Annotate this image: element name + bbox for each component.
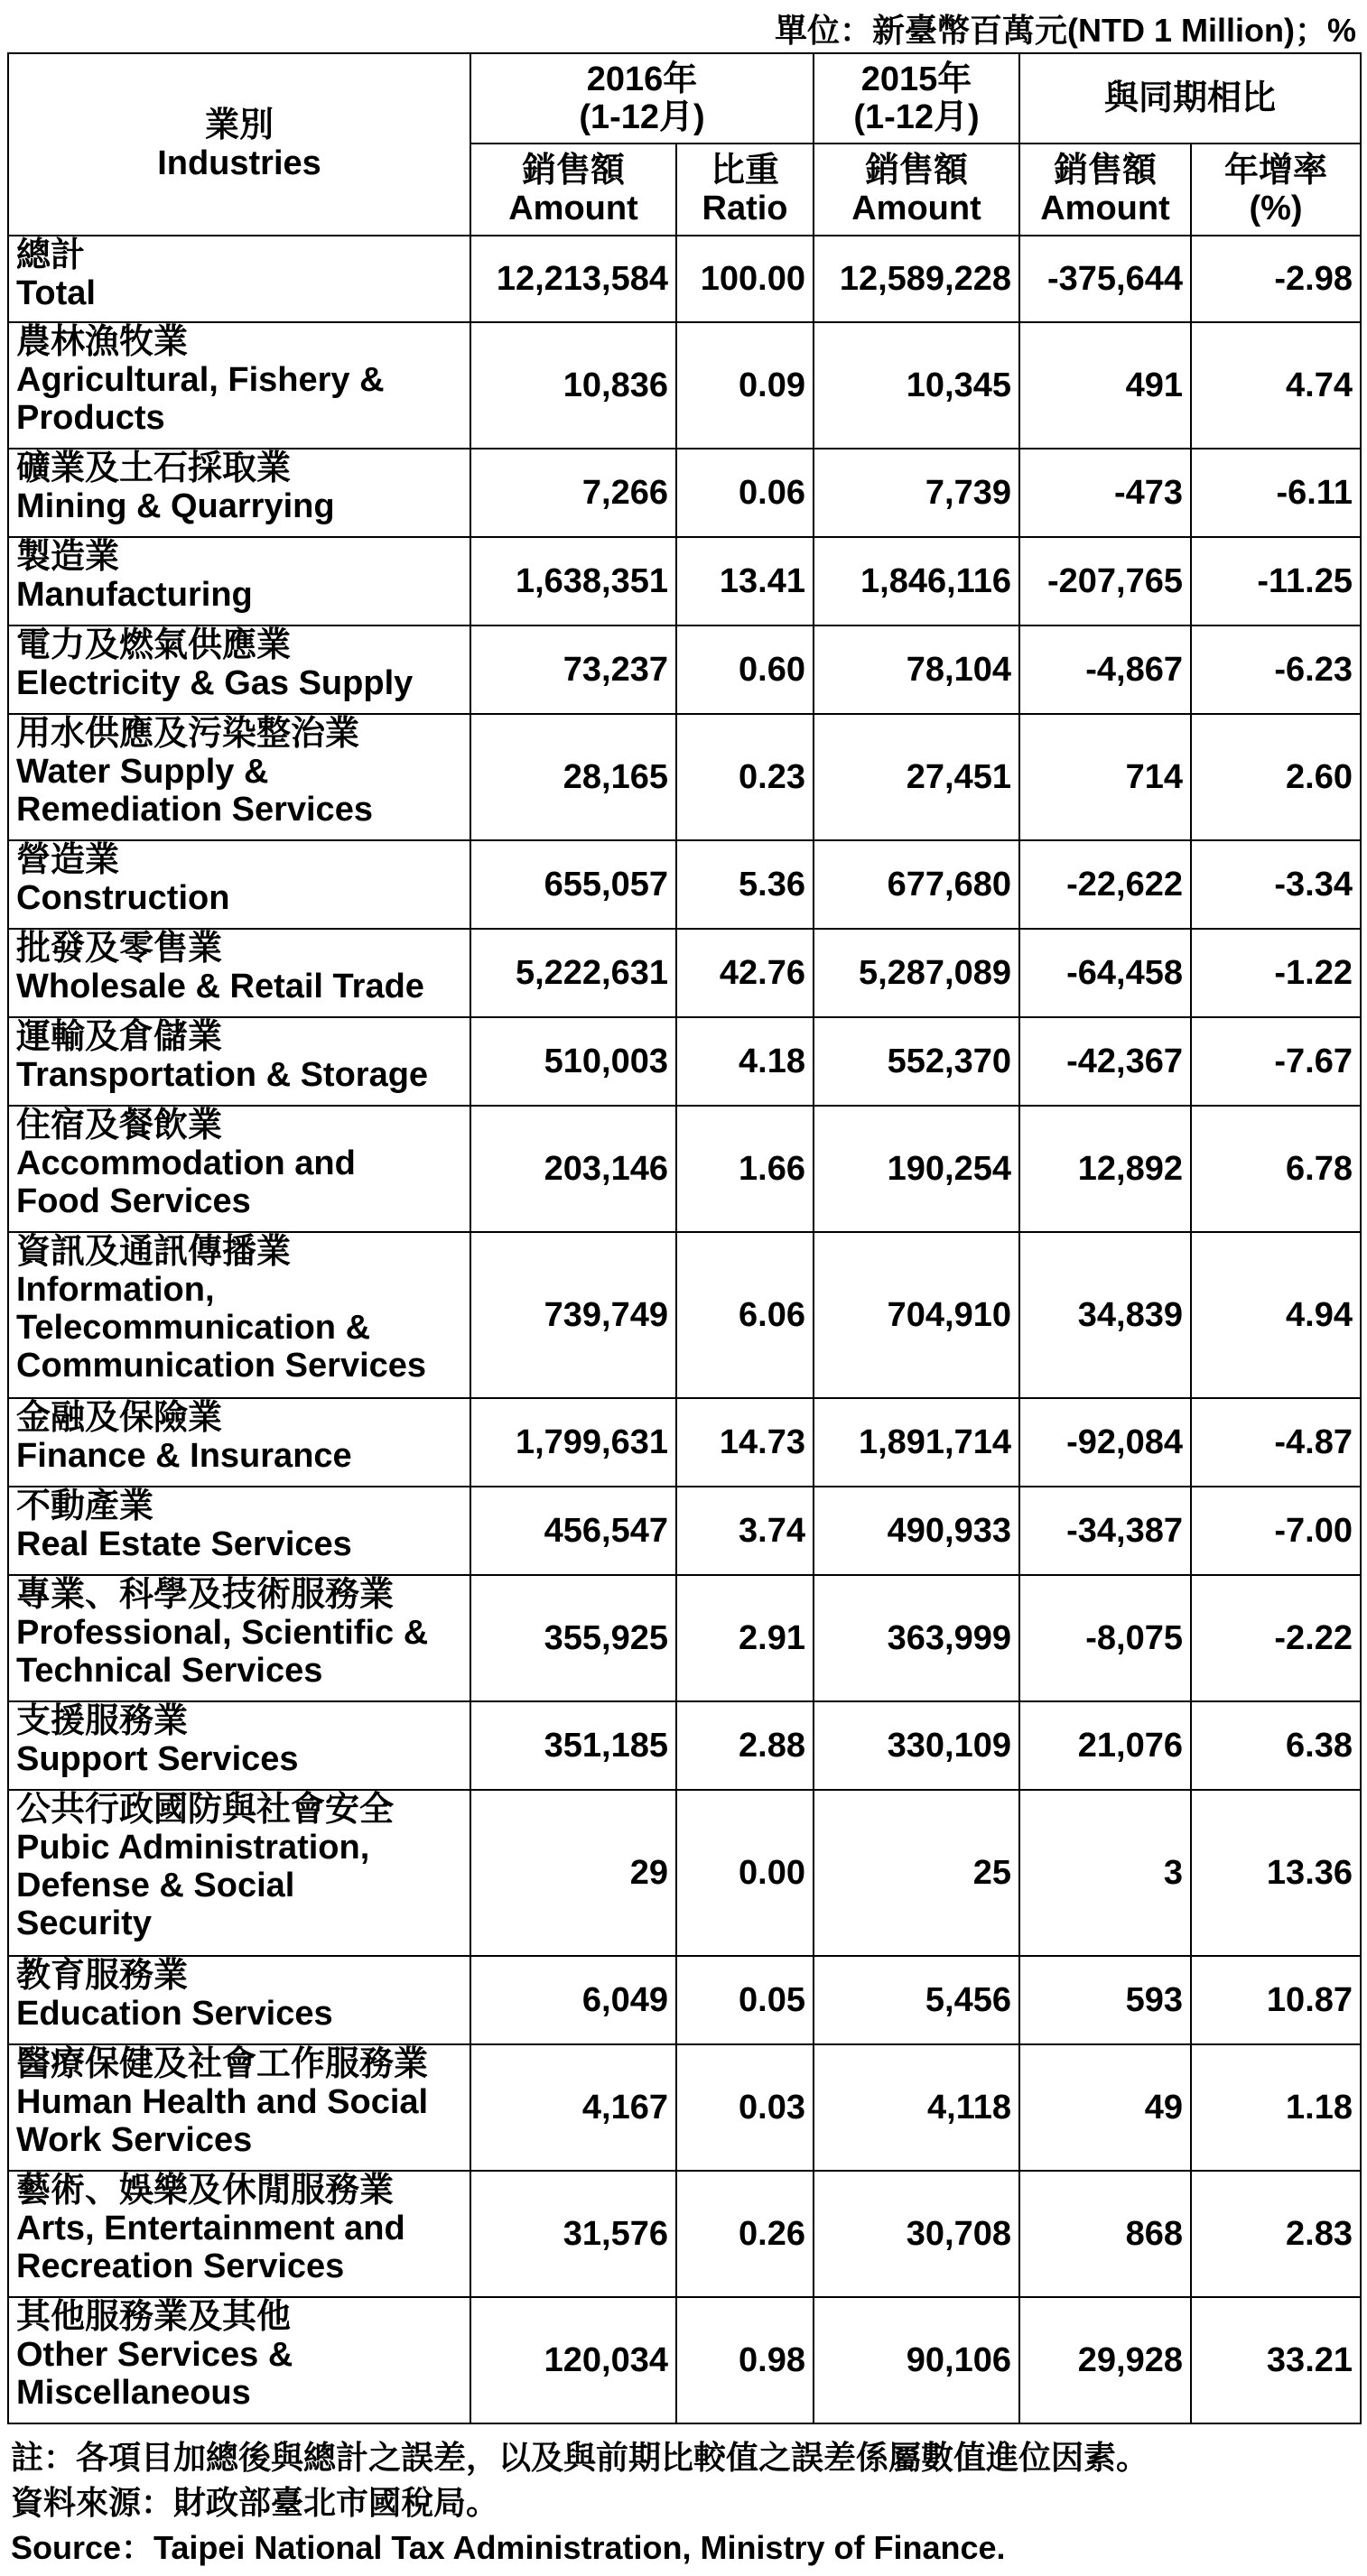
industry-en: Remediation Services	[16, 791, 373, 829]
ratio-cell: 0.05	[676, 1956, 814, 2044]
amount-2015-header: 銷售額 Amount	[814, 144, 1019, 236]
amount-diff-header: 銷售額 Amount	[1019, 144, 1191, 236]
amount-2015-cell: 12,589,228	[814, 236, 1019, 322]
amount-diff-cell: 714	[1019, 714, 1191, 840]
growth-cell: -2.22	[1191, 1575, 1361, 1701]
compare-header: 與同期相比	[1019, 53, 1361, 144]
amount-2016-cell: 6,049	[470, 1956, 676, 2044]
amount-2015-cell: 30,708	[814, 2171, 1019, 2297]
growth-cell: 2.83	[1191, 2171, 1361, 2297]
industry-zh: 農林漁牧業	[16, 323, 189, 361]
amount-2016-cell: 12,213,584	[470, 236, 676, 322]
industry-header: 業別 Industries	[8, 53, 470, 236]
amount-2015-cell: 704,910	[814, 1232, 1019, 1398]
industry-cell	[8, 1017, 470, 1106]
amount-2016-cell: 510,003	[470, 1017, 676, 1106]
amount-diff-cell: -42,367	[1019, 1017, 1191, 1106]
ratio-cell: 0.60	[676, 625, 814, 714]
ratio-cell: 1.66	[676, 1106, 814, 1232]
amount-diff-cell: 29,928	[1019, 2297, 1191, 2423]
growth-cell: 13.36	[1191, 1790, 1361, 1956]
growth-cell: 4.94	[1191, 1232, 1361, 1398]
industry-zh: 支援服務業	[16, 1702, 189, 1740]
amount-diff-cell: 34,839	[1019, 1232, 1191, 1398]
industry-zh: 用水供應及污染整治業	[16, 715, 360, 753]
ratio-cell: 100.00	[676, 236, 814, 322]
amount-diff-cell: -4,867	[1019, 625, 1191, 714]
industry-en: Electricity & Gas Supply	[16, 664, 414, 702]
industry-en: Mining & Quarrying	[16, 487, 335, 525]
industry-zh: 藝術、娛樂及休閒服務業	[16, 2172, 395, 2210]
amount-2016-cell: 28,165	[470, 714, 676, 840]
industry-zh: 公共行政國防與社會安全	[16, 1791, 395, 1829]
amount-diff-cell: -207,765	[1019, 537, 1191, 625]
amount-diff-cell: -64,458	[1019, 929, 1191, 1017]
amount-2015-cell: 5,287,089	[814, 929, 1019, 1017]
amount-2016-cell: 351,185	[470, 1701, 676, 1790]
industry-zh: 專業、科學及技術服務業	[16, 1576, 395, 1614]
ratio-cell: 42.76	[676, 929, 814, 1017]
industry-en: Products	[16, 399, 165, 437]
industry-cell	[8, 449, 470, 537]
ratio-cell: 0.23	[676, 714, 814, 840]
industry-en: Professional, Scientific &	[16, 1614, 429, 1652]
table-row	[8, 2297, 1361, 2423]
growth-cell: 4.74	[1191, 322, 1361, 449]
industry-zh: 金融及保險業	[16, 1399, 223, 1437]
industry-cell	[8, 537, 470, 625]
table-row	[8, 840, 1361, 929]
ratio-cell: 0.06	[676, 449, 814, 537]
amount-2015-cell: 363,999	[814, 1575, 1019, 1701]
amount-diff-cell: 12,892	[1019, 1106, 1191, 1232]
growth-cell: -6.11	[1191, 449, 1361, 537]
amount-diff-cell: -473	[1019, 449, 1191, 537]
amount-2016-cell: 73,237	[470, 625, 676, 714]
industry-zh: 醫療保健及社會工作服務業	[16, 2045, 429, 2083]
industry-zh: 電力及燃氣供應業	[16, 626, 292, 664]
amount-2016-cell: 7,266	[470, 449, 676, 537]
industry-en: Security	[16, 1904, 152, 1942]
industry-cell	[8, 1790, 470, 1956]
ratio-cell: 3.74	[676, 1487, 814, 1575]
industry-zh: 製造業	[16, 538, 120, 576]
amount-diff-cell: 868	[1019, 2171, 1191, 2297]
amount-2016-cell: 739,749	[470, 1232, 676, 1398]
table-row	[8, 714, 1361, 840]
footnotes	[11, 2435, 1148, 2571]
industry-en: Recreation Services	[16, 2247, 345, 2285]
industry-en: Accommodation and	[16, 1144, 356, 1182]
industry-en: Support Services	[16, 1740, 299, 1778]
amount-2015-cell: 490,933	[814, 1487, 1019, 1575]
industry-cell	[8, 1232, 470, 1398]
industry-en: Food Services	[16, 1182, 251, 1220]
table-header	[8, 53, 1361, 236]
industry-en: Technical Services	[16, 1652, 323, 1690]
industry-en: Total	[16, 274, 96, 312]
amount-diff-cell: 49	[1019, 2044, 1191, 2171]
industry-en: Human Health and Social	[16, 2083, 429, 2121]
industry-cell	[8, 1398, 470, 1487]
industry-cell	[8, 1487, 470, 1575]
industry-cell	[8, 2297, 470, 2423]
year-2015-header: 2015年 (1-12月)	[814, 53, 1019, 144]
industry-cell	[8, 322, 470, 449]
growth-cell: 33.21	[1191, 2297, 1361, 2423]
table-row	[8, 1790, 1361, 1956]
ratio-cell: 13.41	[676, 537, 814, 625]
industry-zh: 批發及零售業	[16, 930, 223, 968]
ratio-cell: 2.91	[676, 1575, 814, 1701]
table-row	[8, 1701, 1361, 1790]
amount-2015-cell: 330,109	[814, 1701, 1019, 1790]
industry-zh: 其他服務業及其他	[16, 2298, 292, 2336]
industry-en: Telecommunication &	[16, 1309, 371, 1347]
amount-diff-cell: -8,075	[1019, 1575, 1191, 1701]
amount-2016-cell: 203,146	[470, 1106, 676, 1232]
industry-en: Finance & Insurance	[16, 1437, 352, 1475]
amount-2016-cell: 4,167	[470, 2044, 676, 2171]
industry-cell	[8, 1106, 470, 1232]
growth-cell: -1.22	[1191, 929, 1361, 1017]
industry-en: Defense & Social	[16, 1867, 295, 1904]
amount-2016-cell: 355,925	[470, 1575, 676, 1701]
industry-zh: 運輸及倉儲業	[16, 1018, 223, 1056]
amount-diff-cell: 3	[1019, 1790, 1191, 1956]
amount-2016-cell: 5,222,631	[470, 929, 676, 1017]
industry-en: Wholesale & Retail Trade	[16, 968, 424, 1005]
industry-en: Education Services	[16, 1995, 333, 2033]
amount-diff-cell: -34,387	[1019, 1487, 1191, 1575]
industry-cell	[8, 1956, 470, 2044]
ratio-cell: 0.00	[676, 1790, 814, 1956]
table-row	[8, 929, 1361, 1017]
amount-diff-cell: -22,622	[1019, 840, 1191, 929]
table-row	[8, 1575, 1361, 1701]
industry-en: Transportation & Storage	[16, 1056, 429, 1094]
amount-2015-cell: 1,846,116	[814, 537, 1019, 625]
ratio-cell: 0.26	[676, 2171, 814, 2297]
amount-2016-header: 銷售額 Amount	[470, 144, 676, 236]
amount-2016-cell: 1,799,631	[470, 1398, 676, 1487]
growth-cell: -6.23	[1191, 625, 1361, 714]
amount-2015-cell: 10,345	[814, 322, 1019, 449]
table-row	[8, 1398, 1361, 1487]
industry-cell	[8, 1701, 470, 1790]
growth-cell: 6.78	[1191, 1106, 1361, 1232]
amount-2015-cell: 27,451	[814, 714, 1019, 840]
amount-diff-cell: 21,076	[1019, 1701, 1191, 1790]
ratio-cell: 4.18	[676, 1017, 814, 1106]
amount-2016-cell: 655,057	[470, 840, 676, 929]
industry-cell	[8, 840, 470, 929]
sales-table	[7, 52, 1362, 2424]
ratio-cell: 2.88	[676, 1701, 814, 1790]
amount-2015-cell: 677,680	[814, 840, 1019, 929]
table-row	[8, 236, 1361, 322]
table-row	[8, 1232, 1361, 1398]
growth-cell: -11.25	[1191, 537, 1361, 625]
industry-en: Arts, Entertainment and	[16, 2210, 405, 2247]
ratio-cell: 0.03	[676, 2044, 814, 2171]
table-row	[8, 537, 1361, 625]
amount-2015-cell: 4,118	[814, 2044, 1019, 2171]
growth-cell: -7.67	[1191, 1017, 1361, 1106]
growth-cell: 2.60	[1191, 714, 1361, 840]
industry-en: Construction	[16, 879, 230, 917]
amount-2015-cell: 78,104	[814, 625, 1019, 714]
amount-2015-cell: 90,106	[814, 2297, 1019, 2423]
industry-en: Information,	[16, 1271, 215, 1309]
industry-en: Work Services	[16, 2121, 253, 2159]
industry-zh: 住宿及餐飲業	[16, 1107, 223, 1144]
table-row	[8, 1017, 1361, 1106]
table-row	[8, 625, 1361, 714]
amount-2016-cell: 31,576	[470, 2171, 676, 2297]
industry-en: Water Supply &	[16, 753, 269, 791]
amount-2016-cell: 456,547	[470, 1487, 676, 1575]
amount-2016-cell: 29	[470, 1790, 676, 1956]
amount-2015-cell: 1,891,714	[814, 1398, 1019, 1487]
ratio-cell: 6.06	[676, 1232, 814, 1398]
growth-cell: -2.98	[1191, 236, 1361, 322]
amount-2015-cell: 190,254	[814, 1106, 1019, 1232]
ratio-cell: 0.09	[676, 322, 814, 449]
amount-diff-cell: -92,084	[1019, 1398, 1191, 1487]
industry-cell	[8, 236, 470, 322]
industry-zh: 教育服務業	[16, 1957, 189, 1995]
industry-cell	[8, 2044, 470, 2171]
source-en: Source：Taipei National Tax Administration, Ministry of Finance.	[11, 2529, 1006, 2566]
industry-en: Other Services &	[16, 2336, 293, 2374]
table-row	[8, 1956, 1361, 2044]
industry-cell	[8, 1575, 470, 1701]
amount-diff-cell: -375,644	[1019, 236, 1191, 322]
amount-2016-cell: 120,034	[470, 2297, 676, 2423]
ratio-cell: 14.73	[676, 1398, 814, 1487]
amount-2016-cell: 10,836	[470, 322, 676, 449]
ratio-cell: 5.36	[676, 840, 814, 929]
industry-en: Communication Services	[16, 1347, 427, 1385]
growth-cell: 10.87	[1191, 1956, 1361, 2044]
industry-zh: 資訊及通訊傳播業	[16, 1233, 292, 1271]
industry-zh: 營造業	[16, 841, 120, 879]
table-row	[8, 322, 1361, 449]
amount-2015-cell: 5,456	[814, 1956, 1019, 2044]
year-2016-header: 2016年 (1-12月)	[470, 53, 814, 144]
unit-label: 單位：新臺幣百萬元(NTD 1 Million)；%	[775, 12, 1356, 49]
industry-cell	[8, 2171, 470, 2297]
industry-zh: 礦業及土石採取業	[16, 449, 292, 487]
table-row	[8, 1487, 1361, 1575]
industry-en: Pubic Administration,	[16, 1829, 370, 1867]
industry-en: Agricultural, Fishery &	[16, 361, 385, 399]
growth-header: 年增率 (%)	[1191, 144, 1361, 236]
amount-2015-cell: 25	[814, 1790, 1019, 1956]
table-row	[8, 449, 1361, 537]
growth-cell: 6.38	[1191, 1701, 1361, 1790]
industry-cell	[8, 625, 470, 714]
amount-diff-cell: 491	[1019, 322, 1191, 449]
table-row	[8, 1106, 1361, 1232]
amount-2016-cell: 1,638,351	[470, 537, 676, 625]
amount-2015-cell: 552,370	[814, 1017, 1019, 1106]
growth-cell: -4.87	[1191, 1398, 1361, 1487]
industry-en: Miscellaneous	[16, 2374, 251, 2412]
industry-en: Manufacturing	[16, 576, 253, 614]
growth-cell: -3.34	[1191, 840, 1361, 929]
industry-en: Real Estate Services	[16, 1525, 352, 1563]
industry-zh: 不動產業	[16, 1487, 154, 1525]
amount-diff-cell: 593	[1019, 1956, 1191, 2044]
growth-cell: -7.00	[1191, 1487, 1361, 1575]
industry-cell	[8, 714, 470, 840]
industry-cell	[8, 929, 470, 1017]
source-zh: 資料來源：財政部臺北市國稅局。	[11, 2484, 499, 2521]
growth-cell: 1.18	[1191, 2044, 1361, 2171]
amount-2015-cell: 7,739	[814, 449, 1019, 537]
industry-zh: 總計	[16, 236, 86, 274]
ratio-cell: 0.98	[676, 2297, 814, 2423]
table-row	[8, 2044, 1361, 2171]
rounding-note: 註：各項目加總後與總計之誤差，以及與前期比較值之誤差係屬數值進位因素。	[11, 2439, 1149, 2476]
table-row	[8, 2171, 1361, 2297]
ratio-header: 比重 Ratio	[676, 144, 814, 236]
table-body	[8, 236, 1361, 2423]
